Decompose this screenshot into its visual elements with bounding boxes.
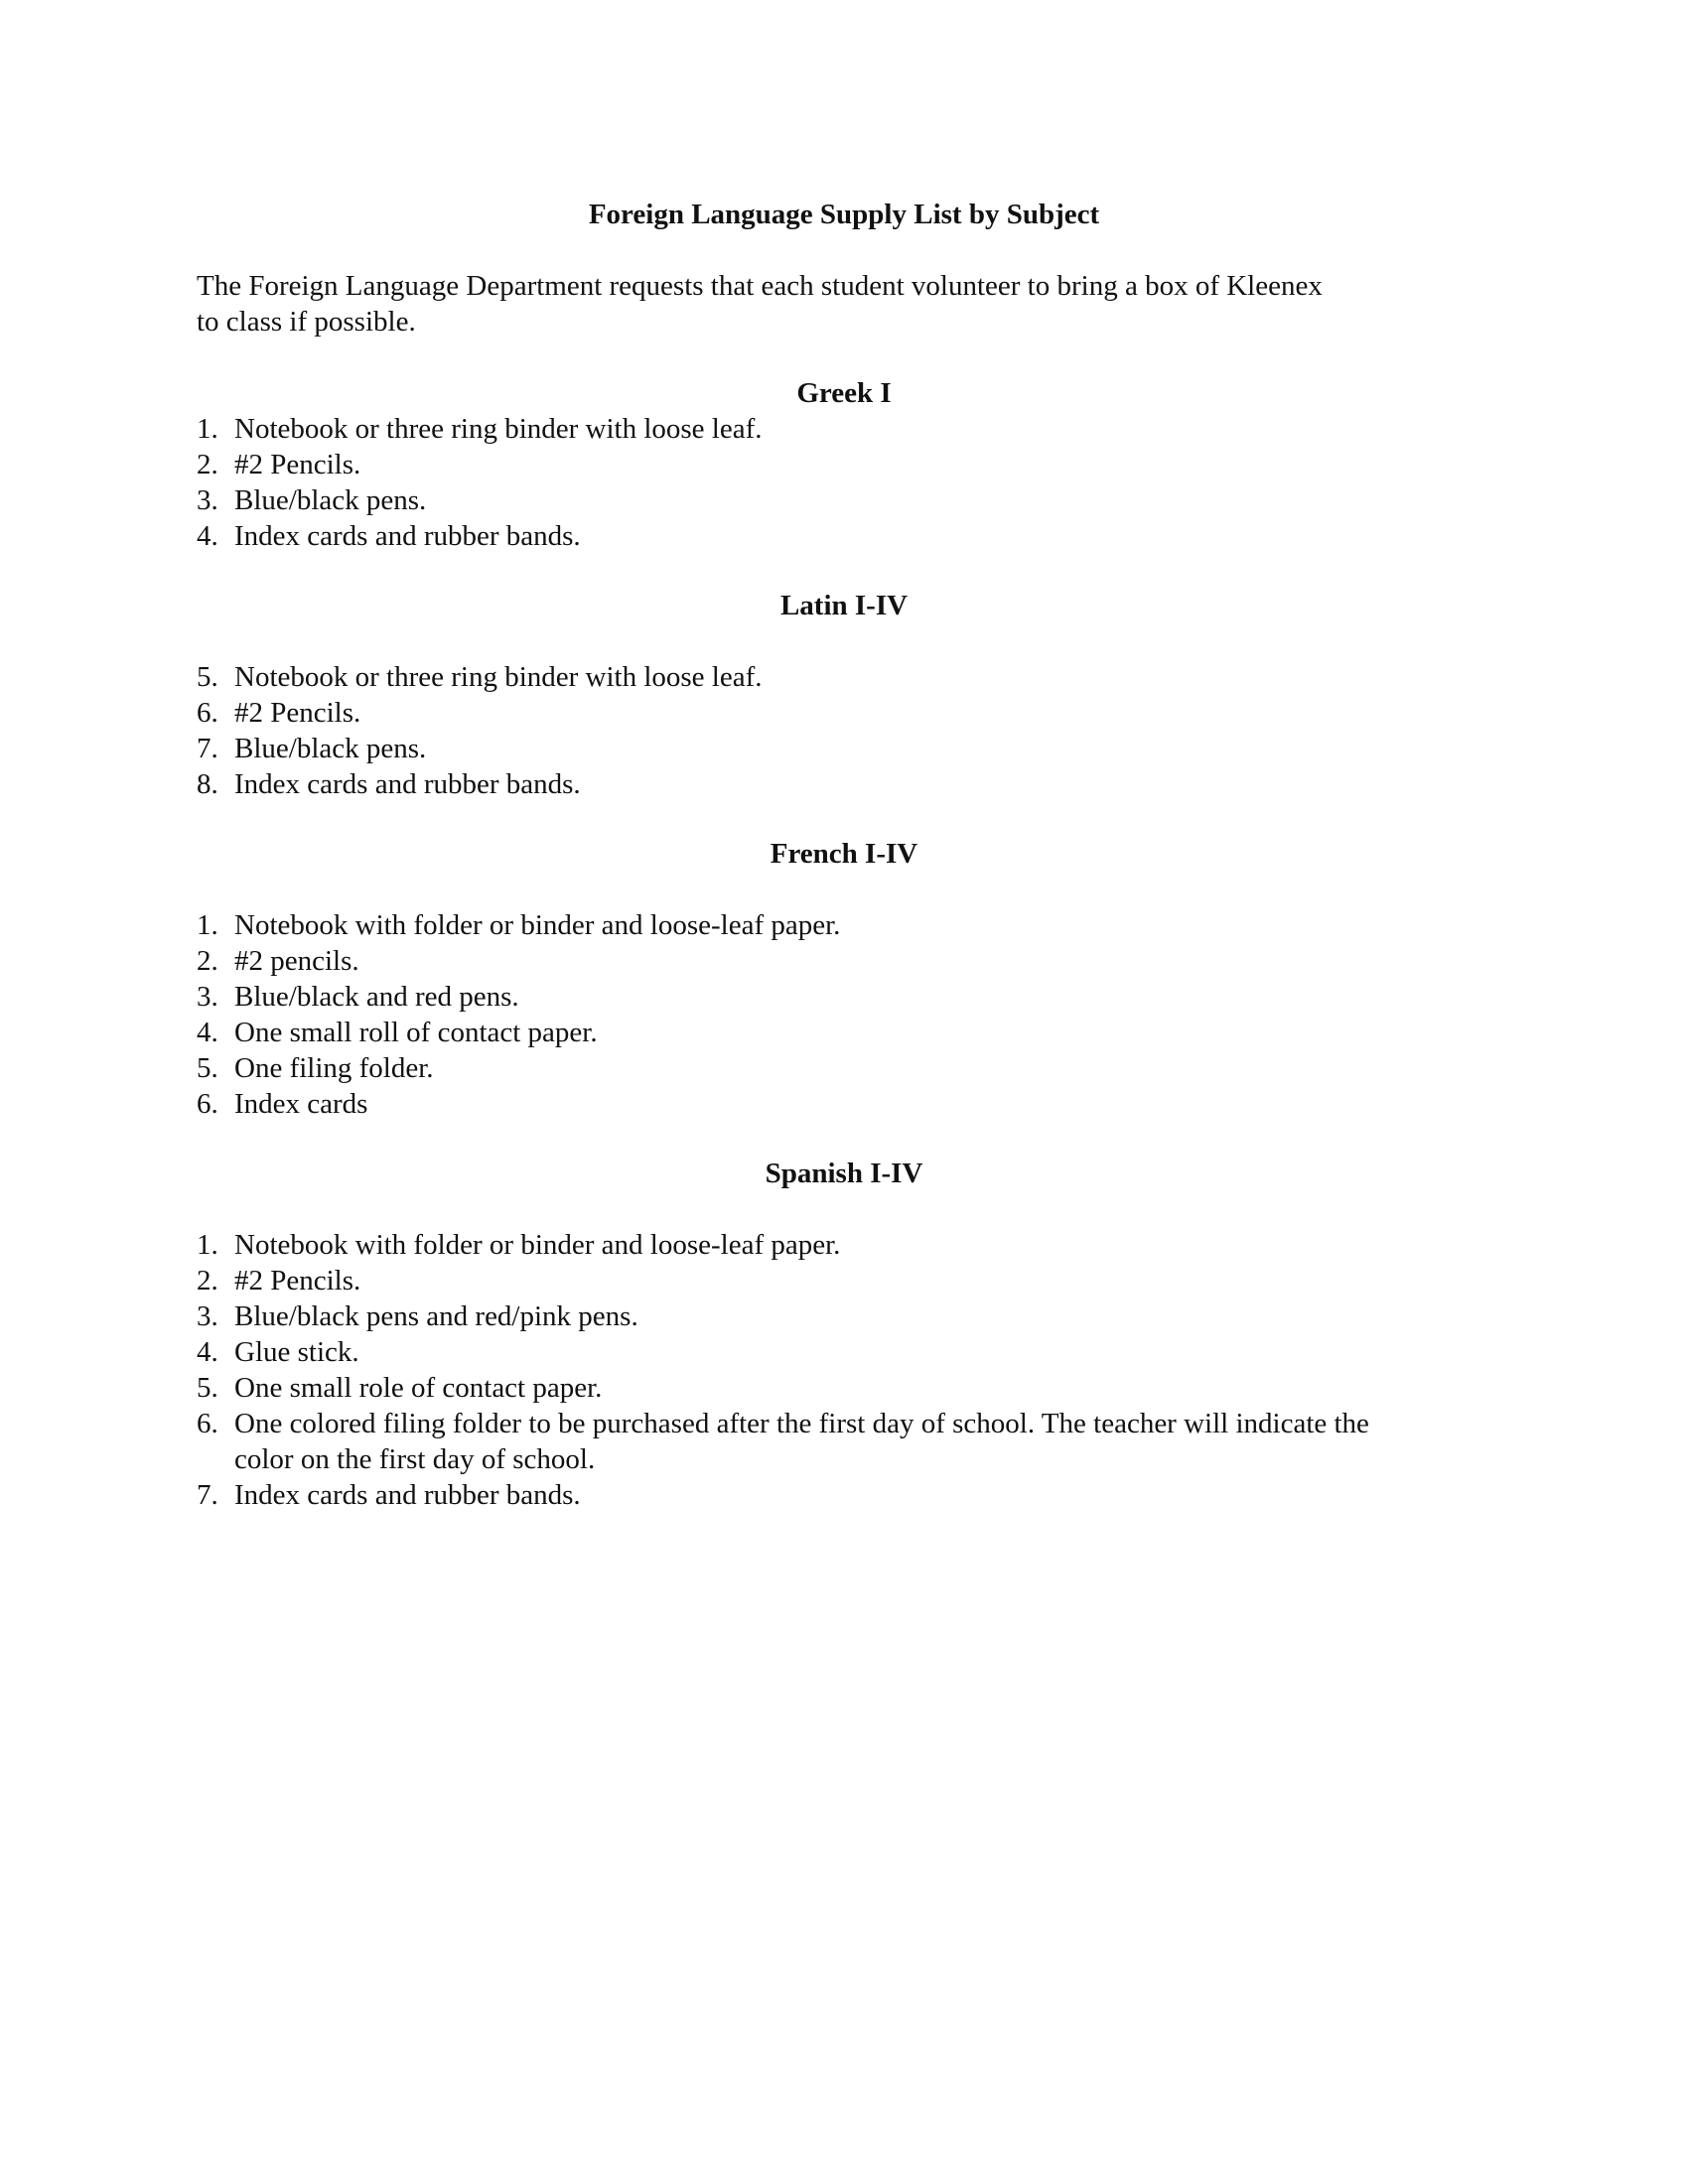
- item-number: 6.: [197, 1408, 218, 1439]
- list-item: [197, 1370, 1507, 1406]
- item-number: 4.: [197, 1017, 218, 1048]
- page-title: Foreign Language Supply List by Subject: [588, 199, 1100, 230]
- list-item: [197, 659, 1507, 695]
- list-item: [197, 1406, 1507, 1477]
- item-number: 2.: [197, 945, 218, 977]
- item-text: Blue/black pens.: [234, 733, 427, 764]
- item-text: Blue/black pens and red/pink pens.: [234, 1300, 638, 1332]
- list-item: [197, 979, 1507, 1015]
- section-heading-latin: Latin I-IV: [779, 590, 909, 621]
- intro-line: The Foreign Language Department requests that each student volunteer to bring a box of Kleenex: [197, 270, 1323, 302]
- item-text: #2 Pencils.: [234, 1265, 361, 1297]
- item-text: Notebook with folder or binder and loose-leaf paper.: [234, 909, 841, 941]
- list-item: [197, 1086, 1507, 1122]
- supply-list-latin: [197, 659, 1507, 802]
- item-text: One filing folder.: [234, 1052, 434, 1084]
- list-item: [197, 731, 1507, 766]
- item-number: 3.: [197, 981, 218, 1013]
- item-number: 7.: [197, 1479, 218, 1511]
- item-number: 5.: [197, 1052, 218, 1084]
- item-number: 1.: [197, 909, 218, 941]
- section-heading-spanish: Spanish I-IV: [765, 1158, 923, 1189]
- item-number: 1.: [197, 1229, 218, 1261]
- item-text: Blue/black pens.: [234, 484, 427, 516]
- intro-paragraph: [197, 268, 1487, 340]
- item-text: #2 Pencils.: [234, 697, 361, 729]
- item-number: 2.: [197, 449, 218, 480]
- list-item: [197, 907, 1507, 943]
- item-text: One small role of contact paper.: [234, 1372, 603, 1404]
- supply-list-french: [197, 907, 1507, 1122]
- list-item: [197, 1334, 1507, 1370]
- item-number: 5.: [197, 661, 218, 693]
- list-item: [197, 447, 1507, 482]
- item-text: Index cards and rubber bands.: [234, 768, 581, 800]
- list-item: [197, 1050, 1507, 1086]
- item-text: Index cards and rubber bands.: [234, 1479, 581, 1511]
- item-number: 3.: [197, 1300, 218, 1332]
- list-item: [197, 1263, 1507, 1298]
- list-item: [197, 1227, 1507, 1263]
- list-item: [197, 766, 1507, 802]
- item-number: 6.: [197, 697, 218, 729]
- list-item: [197, 411, 1507, 447]
- list-item: [197, 943, 1507, 979]
- item-number: 7.: [197, 733, 218, 764]
- section-heading-french: French I-IV: [770, 838, 918, 870]
- list-item: [197, 482, 1507, 518]
- item-number: 1.: [197, 413, 218, 445]
- list-item: [197, 1015, 1507, 1050]
- item-number: 6.: [197, 1088, 218, 1120]
- item-text: Notebook with folder or binder and loose-leaf paper.: [234, 1229, 841, 1261]
- list-item: [197, 1477, 1507, 1513]
- item-text: Glue stick.: [234, 1336, 359, 1368]
- item-text: Index cards: [234, 1088, 368, 1120]
- supply-list-spanish: [197, 1227, 1507, 1513]
- item-number: 8.: [197, 768, 218, 800]
- section-heading-greek: Greek I: [796, 377, 892, 409]
- item-number: 4.: [197, 1336, 218, 1368]
- item-text: One small roll of contact paper.: [234, 1017, 598, 1048]
- item-text: Notebook or three ring binder with loose leaf.: [234, 413, 763, 445]
- list-item: [197, 1298, 1507, 1334]
- list-item: [197, 695, 1507, 731]
- item-number: 3.: [197, 484, 218, 516]
- item-text: Notebook or three ring binder with loose leaf.: [234, 661, 763, 693]
- item-text: Blue/black and red pens.: [234, 981, 519, 1013]
- item-text: #2 pencils.: [234, 945, 359, 977]
- item-text: One colored filing folder to be purchased after the first day of school. The teacher will indicate the: [234, 1408, 1369, 1439]
- item-text: #2 Pencils.: [234, 449, 361, 480]
- item-number: 5.: [197, 1372, 218, 1404]
- item-text: Index cards and rubber bands.: [234, 520, 581, 552]
- item-number: 4.: [197, 520, 218, 552]
- supply-list-greek: [197, 411, 1507, 554]
- intro-line: to class if possible.: [197, 306, 416, 338]
- list-item: [197, 518, 1507, 554]
- item-number: 2.: [197, 1265, 218, 1297]
- item-text-continued: color on the first day of school.: [234, 1443, 596, 1475]
